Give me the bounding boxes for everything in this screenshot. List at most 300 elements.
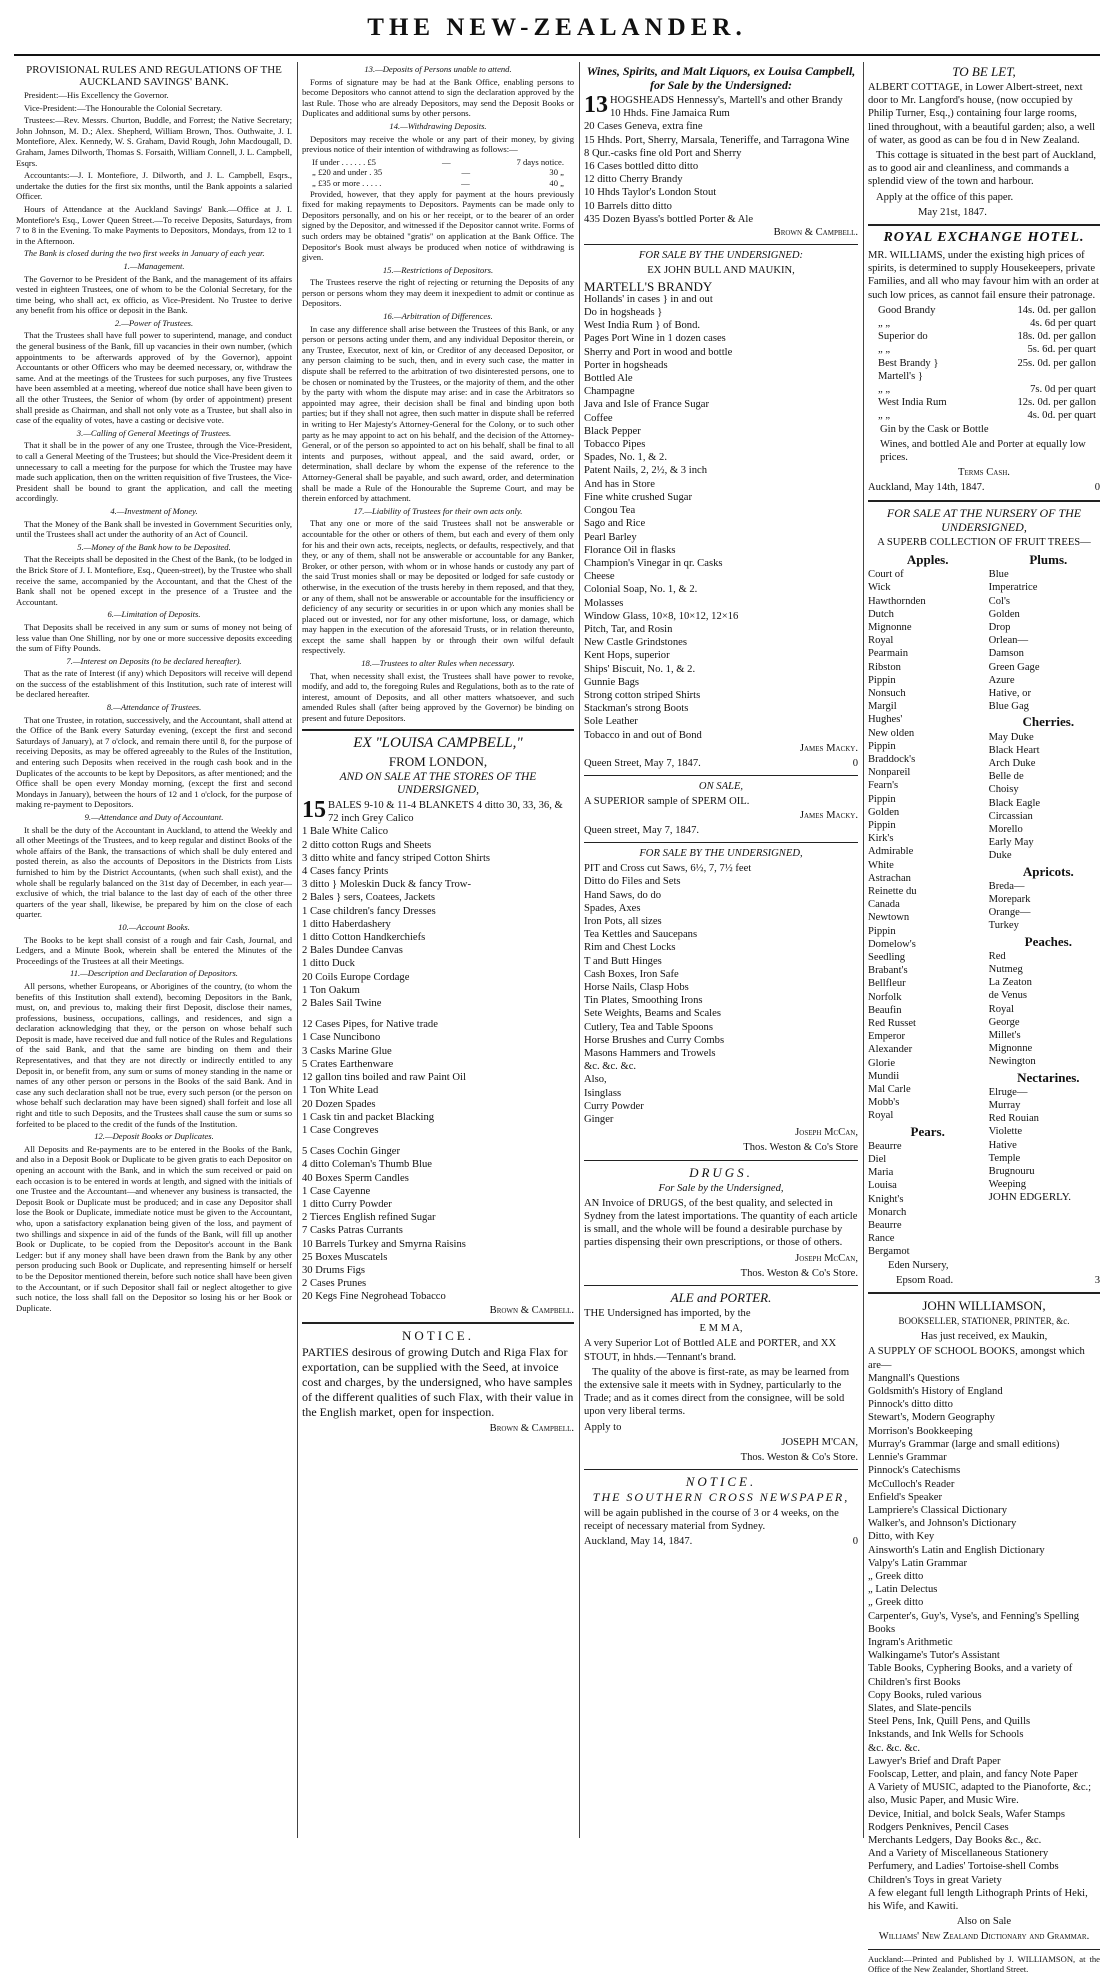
wine-item: 16 Cases bottled ditto ditto bbox=[584, 161, 699, 173]
wine-item: 10 Hhds Taylor's London Stout bbox=[584, 187, 717, 199]
officer-line: Hours of Attendance at the Auckland Savings' Bank.—Office at J. I. Montefiore's Esq., Lower Queen Street.—To receive Deposits, Saturdays, from 7 to 8 in the Evening. To make Payments to Depositors, Mondays, from 12 to 1 in the Afternoon. bbox=[16, 203, 292, 246]
drugs-ad bbox=[584, 1165, 858, 1280]
ad-item: 12 Cases Pipes, for Native trade bbox=[302, 1019, 438, 1031]
section-text: That, when necessity shall exist, the Trustees shall have power to revoke, modify, and add to, the foregoing Rules and Regulations, both as to the rate of interest, amount of Deposits, and all other matters whatsoever, and such amended Rules shall (after being approved by the Governor) be binding on present and future Depositors. bbox=[302, 670, 574, 724]
rules-title: PROVISIONAL RULES AND REGULATIONS OF THE AUCKLAND SAVINGS' BANK. bbox=[26, 64, 282, 88]
section-text: That the Receipts shall be deposited in the Chest of the Bank, (to be lodged in the Brick Store of J. I. Montefiore, Esq., Queen-street), by the Trustee who shall receive the same, accompanied by the Accountant, and that the Chest of the Bank shall not be opened except in the presence of a Trustee and the Accountant. bbox=[16, 554, 292, 607]
ad-item bbox=[302, 1010, 574, 1018]
price-value: 18s. 0d. per gallon bbox=[1017, 331, 1096, 343]
ad-item: 5 Crates Earthenware bbox=[302, 1058, 394, 1070]
book-item: Morrison's Bookkeeping bbox=[868, 1425, 973, 1437]
apple-variety: Reinette du Canada bbox=[868, 885, 917, 911]
wines-ad bbox=[584, 64, 858, 239]
book-item: Ainsworth's Latin and English Dictionary bbox=[868, 1544, 1045, 1556]
to-let-ad bbox=[868, 64, 1100, 219]
sale-item: Hollands' in cases } in and out bbox=[584, 293, 713, 305]
ad-item: 2 Bales } sers, Coatees, Jackets bbox=[302, 892, 436, 904]
peaches-list bbox=[989, 950, 1042, 1069]
wine-item: 10 Barrels ditto ditto bbox=[584, 200, 672, 212]
book-item: Valpy's Latin Grammar bbox=[868, 1557, 967, 1569]
nectarine-variety: Temple bbox=[988, 1152, 1021, 1164]
ad-first-number: 15 bbox=[302, 797, 326, 824]
section-heading: 14.—Withdrawing Deposits. bbox=[389, 120, 487, 131]
price-row bbox=[868, 330, 1100, 343]
ad-item: 5 Cases Cochin Ginger bbox=[302, 1146, 400, 1158]
drugs-text: AN Invoice of DRUGS, of the best quality, and selected in Sydney from the latest importations. The quantity of each article is small, and the whole will be found a desirable purchase by parties dispensing their own prescriptions, or those of others. bbox=[584, 1197, 858, 1249]
wine-item: 15 Hhds. Port, Sherry, Marsala, Teneriffe, and Tarragona Wine bbox=[584, 134, 850, 146]
hotel-heading: ROYAL EXCHANGE HOTEL. bbox=[883, 230, 1085, 246]
sale-item: New Castle Grindstones bbox=[584, 637, 687, 649]
books-first-line: A SUPPLY OF SCHOOL BOOKS, amongst which are— bbox=[868, 1346, 1085, 1371]
price-item: „ „ bbox=[878, 318, 891, 330]
sale2-signature-2: Thos. Weston & Co's Store bbox=[743, 1142, 858, 1154]
onsale-text: A SUPERIOR sample of SPERM OIL. bbox=[584, 796, 750, 808]
sale-item: And has in Store bbox=[584, 478, 655, 490]
book-item: Mangnall's Questions bbox=[868, 1372, 960, 1384]
notice-table-cell: 30 „ bbox=[549, 167, 564, 178]
books-heading: JOHN WILLIAMSON, bbox=[922, 1298, 1046, 1314]
apple-variety: Newtown Pippin bbox=[868, 912, 910, 937]
separator bbox=[302, 1322, 574, 1324]
column-2 bbox=[302, 62, 574, 1838]
apple-variety: Royal Pearmain bbox=[868, 635, 909, 660]
book-item: McCulloch's Reader bbox=[868, 1478, 955, 1490]
nectarine-variety: Red Rouian bbox=[988, 1113, 1039, 1125]
wines-signature: Brown & Campbell. bbox=[773, 227, 858, 239]
sale-heading: FOR SALE BY THE UNDERSIGNED: bbox=[638, 250, 804, 262]
cherry-variety: May Duke bbox=[988, 731, 1034, 743]
section-text: All Deposits and Re-payments are to be entered in the Books of the Bank, and also in a Deposit Book or Duplicate to be given gratis to each Depositor on opening an account with the Bank, and in which the sum received or paid on each occasion is to be entered in words at length, and signed with the initials of one Trustee and the Accountant—and whenever any business is transacted, the Deposit Book or Duplicate must be produced; and in case any Depositor shall lose the Book or Duplicate, immediate notice must be given to the Accountant, who, upon a satisfactory explanation being given of the loss, and payment of two shillings and sixpence in aid of the funds of the Bank, will fill up another Book or Duplicate, to be copied from the Depositor's account in the Bank Ledger: but if any money shall have been drawn from the Bank by any other person producing such Book or Duplicate, and representing himself or herself to be the Depositor mentioned therein, before such notice shall have been given to the Accountant, or if such Depositor shall fail or neglect altogether to give such notice, the loss shall fall on the Depositor so losing his or her Book or Duplicate. bbox=[16, 1143, 292, 1313]
apple-variety: Red Russet bbox=[868, 1018, 916, 1029]
hardware-item: &c. &c. &c. bbox=[584, 1061, 637, 1073]
book-item: A Variety of MUSIC, adapted to the Pianoforte, &c.; also, Music Paper, and Music Wire. bbox=[868, 1782, 1092, 1807]
sale-item: Porter in hogsheads bbox=[584, 359, 668, 371]
book-item: „ Latin Delectus bbox=[868, 1584, 938, 1596]
apple-variety: Ribston Pippin bbox=[868, 661, 901, 686]
book-item: „ Greek ditto bbox=[868, 1597, 924, 1609]
apricot-variety: Orange—Turkey bbox=[988, 907, 1031, 932]
price-row bbox=[868, 396, 1100, 409]
flax-notice bbox=[302, 1328, 574, 1435]
wine-item: 435 Dozen Byass's bottled Porter & Ale bbox=[584, 213, 754, 225]
ad-signature: Brown & Campbell. bbox=[489, 1304, 574, 1316]
section-text: That one Trustee, in rotation, successively, and the Accountant, shall attend at the Office of the Bank every Saturday evening, (except the first and second Saturdays of January), at 7 o'clock, and remain there until 8, for the purpose of receiving Deposits, as may be offered agreeably to the Rules of the Institution, and entering such Deposits when received in the rough cash book and in the Duplicates of the accounts to be kept by Depositors, as after mentioned; and the Office shall be open every Monday morning, (except the first and second Mondays in January), between the hours of 12 and 1 o'clock, for the purpose of making re-payment to Depositors. bbox=[16, 714, 292, 810]
hardware-item: Sete Weights, Beams and Scales bbox=[584, 1008, 721, 1020]
section-heading: 2.—Power of Trustees. bbox=[114, 317, 194, 328]
wine-item: 20 Cases Geneva, extra fine bbox=[584, 121, 703, 133]
peach-variety: La Zeaton de Venus bbox=[988, 977, 1032, 1002]
notice-table-cell: — bbox=[461, 167, 471, 178]
sale-item: Sherry and Port in wood and bottle bbox=[584, 346, 733, 358]
notice-signature: Brown & Campbell. bbox=[489, 1422, 574, 1434]
let-text-2: This cottage is situated in the best part of Auckland, as to good air and cleanliness, and commands a splendid view of the town and harbour. bbox=[868, 150, 1097, 188]
price-value: 4s. 6d per quart bbox=[1030, 318, 1096, 330]
hardware-item: Masons Hammers and Trowels bbox=[584, 1048, 716, 1060]
hardware-item: Tea Kettles and Saucepans bbox=[584, 929, 698, 941]
separator bbox=[868, 224, 1100, 226]
hardware-item: Spades, Axes bbox=[584, 902, 641, 914]
plum-variety: Blue Imperatrice bbox=[988, 569, 1038, 594]
column-divider bbox=[297, 62, 298, 1838]
plums-heading: Plums. bbox=[1029, 551, 1068, 567]
ad-item: 3 ditto white and fancy striped Cotton Shirts bbox=[302, 852, 491, 864]
onsale-heading: ON SALE, bbox=[698, 781, 744, 793]
hardware-list bbox=[584, 862, 858, 1126]
ale-heading: ALE and PORTER. bbox=[670, 1290, 772, 1306]
ad-item: 2 Cases Prunes bbox=[302, 1278, 367, 1290]
apple-variety: Dutch Mignonne bbox=[868, 608, 912, 633]
price-row bbox=[868, 343, 1100, 356]
ad-item: 25 Boxes Muscatels bbox=[302, 1251, 388, 1263]
book-item: Inkstands, and Ink Wells for Schools bbox=[868, 1729, 1024, 1741]
drugs-subheading: For Sale by the Undersigned, bbox=[658, 1182, 784, 1194]
section-text: Depositors may receive the whole or any part of their money, by giving previous notice of their intention of withdrawing as follows:— bbox=[302, 133, 574, 155]
plum-variety: Azure Hative, or Blue Gag bbox=[988, 674, 1032, 713]
apple-variety: Hughes' New olden Pippin bbox=[868, 714, 915, 752]
hardware-item: Isinglass bbox=[584, 1087, 622, 1099]
apple-variety: Brabant's Bellfleur bbox=[868, 965, 908, 990]
nursery-place-2: Epsom Road. bbox=[896, 1274, 954, 1286]
sale-item: Molasses bbox=[584, 597, 624, 609]
notice-date: Auckland, May 14, 1847. bbox=[584, 1535, 693, 1547]
column-3 bbox=[584, 62, 858, 1838]
sale-item: Pitch, Tar, and Rosin bbox=[584, 623, 673, 635]
column-1-savings-bank-rules bbox=[16, 62, 292, 1838]
hardware-item: Tin Plates, Smoothing Irons bbox=[584, 995, 703, 1007]
sale2-heading: FOR SALE BY THE UNDERSIGNED, bbox=[639, 847, 803, 859]
sale-item: Sole Leather bbox=[584, 716, 638, 728]
book-item: Walkingame's Tutor's Assistant bbox=[868, 1650, 1000, 1662]
apple-variety: Hawthornden bbox=[868, 595, 926, 607]
sale-item: Do in hogsheads } bbox=[584, 307, 663, 319]
price-item: West India Rum bbox=[878, 397, 947, 409]
apple-variety: Emperor Alexander bbox=[868, 1031, 913, 1056]
section-heading: 7.—Interest on Deposits (to be declared hereafter). bbox=[66, 655, 242, 666]
price-row bbox=[868, 317, 1100, 330]
ad-item: 7 Casks Patras Currants bbox=[302, 1225, 403, 1237]
sale-item: Champagne bbox=[584, 386, 635, 398]
onsale-date: Queen street, May 7, 1847. bbox=[584, 824, 700, 836]
apple-variety: Nonsuch bbox=[868, 687, 906, 699]
plum-variety: Green Gage bbox=[988, 661, 1040, 673]
price-row bbox=[868, 383, 1100, 396]
cherry-variety: Early May Duke bbox=[988, 837, 1034, 862]
book-item: Ditto, with Key bbox=[868, 1531, 935, 1543]
ale-apply: Apply to bbox=[584, 1421, 622, 1433]
price-value: 5s. 6d. per quart bbox=[1027, 344, 1096, 356]
officer-line: Trustees:—Rev. Messrs. Churton, Buddle, and Forrest; the Native Secretary; John Johnson, M. D.; Alex. Shepherd, William Brown, Thos. Outhwaite, J. I. Montefiore, Alex. Kennedy, W. S. Graham, David Rough, John Macdougall, D. Graham, James Dilworth, Thomas S. Forsaith, William Connell, J. L. Campbell, Esqrs. bbox=[16, 115, 292, 168]
pear-variety: Beaurre Diel bbox=[868, 1140, 902, 1166]
sale-item: Tobacco in and out of Bond bbox=[584, 729, 702, 741]
separator bbox=[584, 1160, 858, 1161]
ad-item: 2 Tierces English refined Sugar bbox=[302, 1212, 436, 1224]
wines-first-line: HOGSHEADS Hennessy's, Martell's and other Brandy bbox=[610, 95, 843, 106]
section-text: The Books to be kept shall consist of a rough and fair Cash, Journal, and Ledgers, and a Minute Book, wherein shall be entered the Minutes of the Proceedings of the Trustees at all their Meetings. bbox=[16, 934, 292, 966]
notice-table-cell: „ £20 and under . 35 bbox=[312, 167, 383, 178]
price-item: Martell's } bbox=[878, 370, 923, 382]
hardware-item: Also, bbox=[584, 1074, 607, 1086]
apricot-variety: Breda—Morepark bbox=[988, 880, 1031, 905]
book-item: Enfield's Speaker bbox=[868, 1491, 942, 1503]
sale-item: Congou Tea bbox=[584, 505, 636, 517]
ad-item: 10 Barrels Turkey and Smyrna Raisins bbox=[302, 1238, 466, 1250]
book-item: Lawyer's Brief and Draft Paper bbox=[868, 1755, 1001, 1767]
apple-variety: Norfolk Beaufin bbox=[868, 991, 902, 1016]
section-text: That any one or more of the said Trustees shall not be answerable or accountable for the other or others of them, but each and every of them only for his and their own acts, receipts, neglects, or defaults, respectively, and that they, or any of them, shall not be answerable or accountable for any Banker, Broker, or other person, with whom or in whose hands or custody any part of the said Trust monies shall or may be deposited or lodged for safe custody or otherwise, in the execution of the trusts hereby in them reposed, and that they, or any of them, shall not be answerable or accountable for the insufficiency or deficiency of any security or securities in or upon which any monies shall be placed out or invested, nor for any other misfortune, loss, or damage, which may happen in the execution of the aforesaid Trusts, or in relation thereunto, except the same shall happen by or through their own wilful default respectively. bbox=[302, 518, 574, 656]
separator bbox=[302, 729, 574, 731]
book-item: Perfumery, and Ladies' Tortoise-shell Combs bbox=[868, 1861, 1059, 1873]
sale-item: Patent Nails, 2, 2½, & 3 inch bbox=[584, 465, 707, 477]
ad-item: 20 Kegs Fine Negrohead Tobacco bbox=[302, 1291, 446, 1303]
price-value: 7s. 0d per quart bbox=[1030, 384, 1096, 396]
hotel-text-3: Wines, and bottled Ale and Porter at equally low prices. bbox=[880, 438, 1086, 464]
separator bbox=[868, 500, 1100, 502]
price-row bbox=[868, 409, 1100, 422]
book-item: Children's Toys in great Variety bbox=[868, 1874, 1002, 1886]
ad-item: 1 Ton Oakum bbox=[302, 984, 360, 996]
notice-mark: 0 bbox=[852, 1535, 858, 1547]
ad-item: 3 ditto } Moleskin Duck & fancy Trow- bbox=[302, 879, 471, 891]
sale-signature: James Macky. bbox=[799, 742, 858, 754]
books-subheading: BOOKSELLER, STATIONER, PRINTER, &c. bbox=[898, 1316, 1070, 1327]
ad-item: 1 Bale White Calico bbox=[302, 826, 389, 838]
officer-line: President:—His Excellency the Governor. bbox=[24, 90, 169, 100]
ale-signature-2: Thos. Weston & Co's Store. bbox=[740, 1452, 858, 1464]
ad-from: FROM LONDON, bbox=[388, 753, 488, 769]
sale-item: Spades, No. 1, & 2. bbox=[584, 452, 667, 464]
book-item: &c. &c. &c. bbox=[868, 1742, 921, 1754]
book-item: Steel Pens, Ink, Quill Pens, and Quills bbox=[868, 1716, 1031, 1728]
nectarines-heading: Nectarines. bbox=[1017, 1069, 1080, 1085]
sale-item: Florance Oil in flasks bbox=[584, 544, 676, 556]
book-item: Ingram's Arithmetic bbox=[868, 1636, 953, 1648]
fruit-columns bbox=[868, 551, 1100, 1259]
book-item: Rodgers Penknives, Pencil Cases bbox=[868, 1821, 1009, 1833]
ale-porter-ad bbox=[584, 1290, 858, 1464]
wines-list bbox=[584, 107, 858, 226]
louisa-campbell-ad bbox=[302, 735, 574, 1317]
hardware-item: Hand Saws, do do bbox=[584, 889, 662, 901]
sperm-oil-ad bbox=[584, 780, 858, 837]
ad-item: 1 Ton White Lead bbox=[302, 1085, 379, 1097]
sale-item: Champion's Vinegar in qr. Casks bbox=[584, 557, 723, 569]
hotel-terms: Terms Cash. bbox=[958, 467, 1010, 479]
separator bbox=[584, 775, 858, 776]
let-text: ALBERT COTTAGE, in Lower Albert-street, next door to Mr. Langford's house, (now occupied by Philip Turner, Esq.,) containing four large rooms, lined throughout, with a beautiful garden; also, a well of water, as good as can be fou d in New Zealand. bbox=[868, 82, 1096, 146]
sale-item: Cheese bbox=[584, 571, 615, 583]
price-item: „ „ bbox=[878, 344, 891, 356]
section-text: That the Trustees shall have full power to superintend, manage, and conduct the general business of the Bank, fill up vacancies in their own number, (which appointments to be afterwards approved of by the Governor), appoint Accountants or other Officers who may be deemed necessary, or, withdraw the same. And at the meetings of the Trustees for such purposes, any five Trustees have been assembled at a meeting, whereof due notice shall have been given to all the other Trustees, the Senior of whom (by order of appointment) present shall preside as Chairman, and shall not only vote as a Trustee, but shall also in case of the equality of votes, have a casting or decisive vote. bbox=[16, 330, 292, 426]
peach-variety: Royal George bbox=[988, 1003, 1020, 1028]
cherry-variety: Circassian bbox=[988, 810, 1033, 822]
officer-line: Vice-President:—The Honourable the Colonial Secretary. bbox=[24, 102, 223, 113]
withdraw-paragraph: Provided, however, that they apply for payment at the hours previously fixed for making repayments to Depositors. Payments can be made only to Depositors personally, and on his or her receipt, or to the bearer of an order signed by the Depositor, and witnessed if the Depositor cannot write. Forms of such orders may be obtained "gratis" on application at the Bank Office. The Depositor's Book must always be produced when notice of withdrawing is given. bbox=[302, 188, 574, 263]
section-text: It shall be the duty of the Accountant in Auckland, to attend the Weekly and all other Meetings of the Trustees, and to keep regular and distinct Books of the whole affairs of the Bank, the transactions of which shall be duly entered and posted therein, as also the accounts of Depositors in the Districts from Lists furnished to him by the District Accountants, (when such shall exist), and the whole shall be regularly balanced on the 31st day of December, in each year—exclusive of which, the trial balance to the last day of each of the other three quarters of the year shall, likewise, be prepared by him on the close of each quarter. bbox=[16, 824, 292, 920]
ad-item: 2 Bales Dundee Canvas bbox=[302, 945, 403, 957]
section-text: The Governor to be President of the Bank, and the management of its affairs vested in eighteen Trustees, one of whom to be the Colonial Secretary, for the time being, who shall act, ex officio, as Vice-President. No Trustee to derive any benefit from his office or deposit in the Bank. bbox=[16, 273, 292, 316]
nectarine-variety: Brugnouru bbox=[988, 1166, 1035, 1178]
rules-sections-continued bbox=[302, 64, 574, 155]
ad-item: 1 ditto Haberdashery bbox=[302, 918, 391, 930]
apples-list bbox=[868, 568, 926, 1123]
notice-text: PARTIES desirous of growing Dutch and Riga Flax for exportation, can be supplied with the Seed, at invoice cost and charges, by the undersigned, who have samples of the different qualities of such Flax, with their value in the English market, open for inspection. bbox=[302, 1344, 574, 1419]
hotel-ad bbox=[868, 230, 1100, 495]
pear-variety: Beaurre Rance bbox=[868, 1220, 902, 1245]
book-item: Device, Initial, and bolck Seals, Wafer Stamps bbox=[868, 1808, 1065, 1820]
ad-title: EX "LOUISA CAMPBELL," bbox=[353, 734, 523, 751]
rules-sections-final bbox=[302, 265, 574, 724]
notice-table-cell: „ £35 or more . . . . . bbox=[312, 177, 382, 188]
price-item: Best Brandy } bbox=[878, 357, 939, 369]
ad-item: 2 Bales Sail Twine bbox=[302, 998, 382, 1010]
hardware-item: PIT and Cross cut Saws, 6½, 7, 7½ feet bbox=[584, 863, 752, 875]
ad-item: 20 Dozen Spades bbox=[302, 1098, 376, 1110]
hardware-item: Horse Nails, Clasp Hobs bbox=[584, 982, 689, 993]
apple-variety: Domelow's Seedling bbox=[868, 938, 916, 963]
hardware-item: Cutlery, Tea and Table Spoons bbox=[584, 1021, 713, 1033]
ad-item bbox=[302, 1137, 574, 1145]
ad-subtitle: AND ON SALE AT THE STORES OF THE UNDERSIGNED, bbox=[339, 770, 537, 796]
nursery-mark: 3 bbox=[1094, 1274, 1100, 1286]
book-item: Merchants Ledgers, Day Books &c., &c. bbox=[868, 1834, 1042, 1846]
drugs-heading: DRUGS. bbox=[689, 1164, 753, 1180]
apple-variety: Fearn's Pippin bbox=[868, 780, 899, 805]
sale-item: Window Glass, 10×8, 10×12, 12×16 bbox=[584, 610, 739, 622]
books-text: Has just received, ex Maukin, bbox=[920, 1331, 1048, 1343]
book-item: Foolscap, Letter, and plain, and fancy Note Paper bbox=[868, 1768, 1078, 1780]
officers-list bbox=[16, 90, 292, 259]
section-heading: 13.—Deposits of Persons unable to attend. bbox=[364, 64, 512, 74]
section-heading: 3.—Calling of General Meetings of Trustees. bbox=[76, 427, 232, 438]
notice-table-cell: 7 days notice. bbox=[516, 156, 564, 167]
sale-item: West India Rum } of Bond. bbox=[584, 320, 701, 332]
onsale-signature: James Macky. bbox=[799, 809, 858, 821]
apple-variety: Kirk's Admirable bbox=[868, 833, 914, 858]
price-item: Superior do bbox=[878, 331, 928, 343]
ad-item: 1 Cask tin and packet Blacking bbox=[302, 1111, 435, 1123]
ad-item: 30 Drums Figs bbox=[302, 1264, 365, 1276]
sale-first-line: MARTELL'S BRANDY bbox=[584, 278, 713, 294]
apple-variety: Margil bbox=[868, 701, 897, 713]
notice-heading: NOTICE. bbox=[402, 1327, 474, 1343]
book-item: Slates, and Slate-pencils bbox=[868, 1702, 972, 1714]
hardware-item: Cash Boxes, Iron Safe bbox=[584, 968, 679, 980]
cherry-variety: Arch Duke bbox=[988, 757, 1036, 769]
ale-signature-1: JOSEPH M'CAN, bbox=[781, 1436, 858, 1448]
sale-item: Bottled Ale bbox=[584, 373, 633, 385]
sale-item: Pearl Barley bbox=[584, 531, 637, 543]
section-heading: 4.—Investment of Money. bbox=[110, 505, 198, 516]
section-text: That as the rate of Interest (if any) which Depositors will receive will depend on the success of the establishment of this Institution, such rate of interest will be declared hereafter. bbox=[16, 668, 292, 700]
bookseller-ad bbox=[868, 1298, 1100, 1944]
books-list bbox=[868, 1372, 1100, 1913]
hardware-item: Horse Brushes and Curry Combs bbox=[584, 1034, 725, 1046]
separator bbox=[584, 1469, 858, 1470]
sale-list bbox=[584, 293, 858, 742]
column-divider bbox=[863, 62, 864, 1838]
section-text: That it shall be in the power of any one Trustee, through the Vice-President, to call a General Meeting of the Trustees; but should the Vice-President deem it unnecessary to call a meeting for the purpose for which the Trustee may have made such application, then on the written requisition of five Trustees, the Vice-President shall be bound to grant the application, and call the meeting accordingly. bbox=[16, 440, 292, 504]
section-text: All persons, whether Europeans, or Aborigines of the country, (to whom the benefits of this Institution shall extend), becoming Depositors in the Bank, must, on, and previous to, making their first Deposit, disclose their names, professions, business, occupations, callings, and residences, and sign a declaration acknowledging that they, or the person on whose behalf such Deposit is made, have received due and full notice of the Rules and Regulations of the said Bank, and that the same are binding on them and their Representatives, and that they are not directly or indirectly entitled to any Deposit in, or benefit from, any sum or sums of money standing in the name or names of any other person or persons in the Books of the said Bank. And in case any such declaration shall not be true, every such person (or the person on whose behalf such declaration may have been signed) shall forfeit and lose all right and title to such Deposits, and the Trustees shall cause the sum or sums so forfeited to be placed to the credit of the funds of the Institution. bbox=[16, 980, 292, 1129]
section-heading: 5.—Money of the Bank how to be Deposited. bbox=[77, 541, 231, 552]
price-item: Good Brandy bbox=[878, 304, 936, 316]
apple-variety: Mobb's Royal bbox=[868, 1097, 900, 1122]
sale-item: Ships' Biscuit, No. 1, & 2. bbox=[584, 663, 696, 675]
ad-items-list bbox=[302, 825, 574, 1303]
price-row bbox=[868, 370, 1100, 383]
ad-item: 1 ditto Cotton Handkerchiefs bbox=[302, 932, 426, 944]
apple-variety: Court of Wick bbox=[868, 569, 904, 594]
ad-item: 4 ditto Coleman's Thumb Blue bbox=[302, 1159, 433, 1171]
ale-text-1: THE Undersigned has imported, by the bbox=[584, 1308, 751, 1320]
section-text: Forms of signature may be had at the Bank Office, enabling persons to become Depositors who cannot attend to sign the declaration approved by the last Rule. Those who are already Depositors, may send the Deposit Books or Duplicates and additional sums by other persons. bbox=[302, 76, 574, 119]
wine-item: 12 ditto Cherry Brandy bbox=[584, 174, 683, 186]
price-value: 12s. 0d. per gallon bbox=[1017, 397, 1096, 409]
apples-heading: Apples. bbox=[906, 551, 949, 567]
separator bbox=[584, 842, 858, 843]
book-item: And a Variety of Miscellaneous Stationery bbox=[868, 1848, 1049, 1860]
hotel-text-2: Gin by the Cask or Bottle bbox=[880, 423, 989, 435]
section-text: That the Money of the Bank shall be invested in Government Securities only, until the Trustees shall act under the authority of an Act of Council. bbox=[16, 518, 292, 540]
notice-table-cell: — bbox=[461, 177, 470, 188]
ale-text-2: A very Superior Lot of Bottled ALE and PORTER, and XX STOUT, in hhds.—Tennant's brand. bbox=[584, 1338, 837, 1363]
ale-text-3: The quality of the above is first-rate, as may be learned from the extensive sale it meets with in Sydney, particularly to the Trade; and as it comes direct from the consignee, will be sold upon very liberal terms. bbox=[584, 1366, 850, 1418]
drugs-signature-1: Joseph McCan, bbox=[795, 1252, 858, 1264]
pear-variety: Knight's Monarch bbox=[868, 1193, 907, 1218]
ale-ship: E M M A, bbox=[699, 1323, 743, 1335]
notice-table-row bbox=[302, 167, 574, 178]
column-divider bbox=[579, 62, 580, 1838]
drugs-signature-2: Thos. Weston & Co's Store. bbox=[740, 1267, 858, 1279]
book-item: Goldsmith's History of England bbox=[868, 1386, 1003, 1398]
fruit-column-left bbox=[868, 551, 979, 1259]
peaches-heading: Peaches. bbox=[1024, 933, 1072, 949]
peach-variety: Red Nutmeg bbox=[988, 950, 1023, 975]
section-heading: 11.—Description and Declaration of Depositors. bbox=[70, 968, 238, 979]
notice-title: THE SOUTHERN CROSS NEWSPAPER, bbox=[592, 1490, 850, 1505]
cherry-variety: Black Eagle bbox=[988, 797, 1041, 809]
book-item: Carpenter's, Guy's, Vyse's, and Fenning's Spelling Books bbox=[868, 1610, 1080, 1635]
masthead-rule bbox=[14, 54, 1100, 56]
ad-item: 1 Case Nuncibono bbox=[302, 1032, 381, 1044]
ad-item: 1 ditto Duck bbox=[302, 958, 355, 970]
nectarines-list bbox=[989, 1086, 1042, 1192]
separator bbox=[868, 1949, 1100, 1950]
plum-variety: Orlean—Damson bbox=[988, 635, 1029, 660]
book-item: Stewart's, Modern Geography bbox=[868, 1412, 995, 1424]
price-item: „ „ bbox=[878, 410, 891, 422]
sale-item: Fine white crushed Sugar bbox=[584, 491, 692, 503]
cherries-heading: Cherries. bbox=[1022, 714, 1075, 730]
wines-first-number: 13 bbox=[584, 92, 608, 118]
notice-text: will be again published in the course of 3 or 4 weeks, on the receipt of necessary material from Sydney. bbox=[584, 1507, 839, 1532]
price-value: 14s. 0d. per gallon bbox=[1017, 304, 1096, 316]
sale-mark: 0 bbox=[852, 757, 858, 769]
hardware-ad bbox=[584, 847, 858, 1155]
apple-variety: Mal Carle bbox=[868, 1084, 911, 1096]
let-date: May 21st, 1847. bbox=[918, 206, 987, 218]
section-heading: 15.—Restrictions of Depositors. bbox=[382, 264, 494, 275]
sale-item: Coffee bbox=[584, 412, 613, 424]
officer-line: The Bank is closed during the two first weeks in January of each year. bbox=[24, 248, 265, 259]
book-item: Table Books, Cyphering Books, and a variety of Children's first Books bbox=[868, 1663, 1073, 1688]
cherry-variety: Morello bbox=[988, 823, 1023, 835]
apple-variety: Glorie Mundii bbox=[868, 1057, 900, 1082]
officer-line: Accountants:—J. I. Montefiore, J. Dilworth, and J. L. Campbell, Esqrs., undertake the duties for the first six months, until the Bank appoints a salaried Officer. bbox=[16, 170, 292, 202]
section-text: That Deposits shall be received in any sum or sums of money not being of less value than One Shilling, nor by one or more successive deposits exceeding the sum of Fifty Pounds. bbox=[16, 621, 292, 654]
separator bbox=[584, 244, 858, 245]
cherry-variety: Black Heart bbox=[988, 744, 1040, 756]
price-value: 4s. 0d. per quart bbox=[1027, 410, 1096, 422]
